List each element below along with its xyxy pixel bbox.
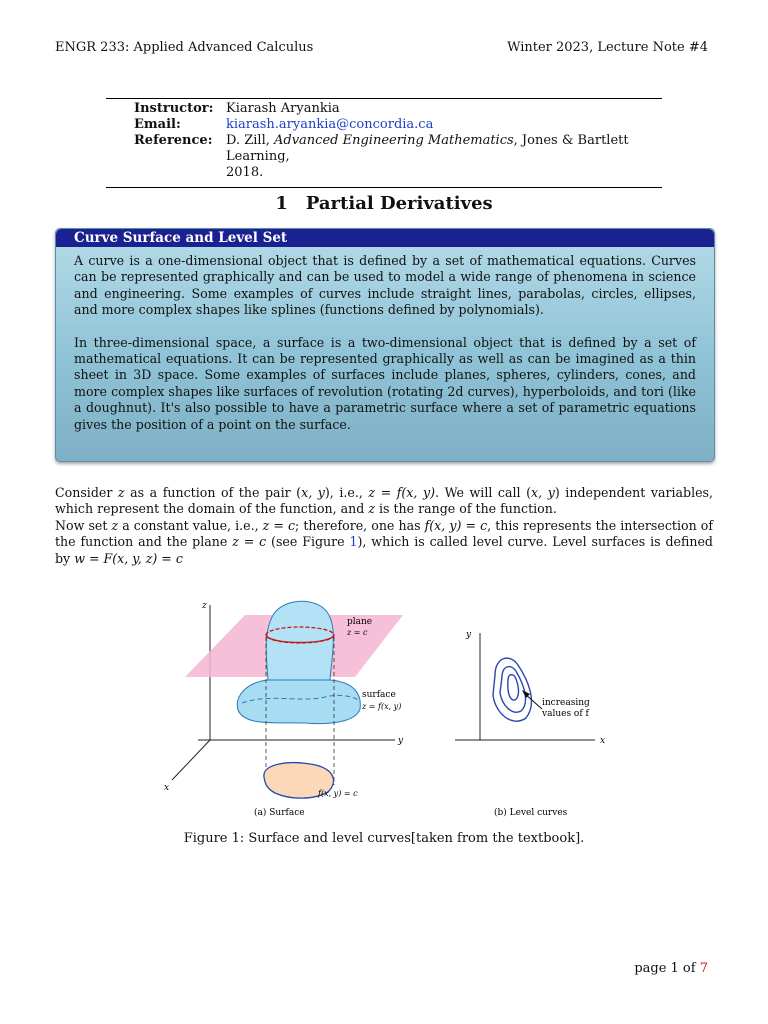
box-paragraph-curve: A curve is a one-dimensional object that is defined by a set of mathematical equations. Curves can be represented graphically and can be used to model a wide range of phenomena in science and engineering. Some examples of curves include straight lines, parabolas, circles, ellipses, and more complex shapes like splines (functions defined by polynomials). <box>74 253 696 318</box>
reference-year: 2018. <box>226 165 264 180</box>
footer-prefix: page 1 of <box>634 961 700 976</box>
section-number: 1 <box>275 193 288 214</box>
info-row-email <box>106 117 662 133</box>
info-row-instructor <box>106 101 662 117</box>
reference-author: D. Zill, <box>226 133 274 148</box>
box-body <box>56 247 714 433</box>
email-label: Email: <box>134 117 181 132</box>
body-paragraph-level: Now set z a constant value, i.e., z = c; therefore, one has f(x, y) = c, this represents the intersection of the function and the plane z = c (see Figure 1), which is called level curve. Level surfaces is defined by w = F(x, y, z) = c <box>55 518 713 566</box>
instructor-label: Instructor: <box>134 101 214 116</box>
figure-1 <box>150 585 630 825</box>
info-row-reference <box>106 133 662 181</box>
instructor-name: Kiarash Aryankia <box>226 101 340 116</box>
level-curve-middle <box>500 667 526 713</box>
right-y-label: y <box>466 630 472 640</box>
increasing-label-2: values of f <box>542 709 589 719</box>
section-title <box>0 193 768 214</box>
info-table <box>106 98 662 188</box>
subcaption-b: (b) Level curves <box>494 808 568 818</box>
level-curve-inner <box>508 675 519 700</box>
z-axis-label: z <box>202 601 207 611</box>
body-paragraph-domain: Consider z as a function of the pair (x, y), i.e., z = f(x, y). We will call (x, y) independent variables, which represent the domain of the function, and z is the range of the function. <box>55 485 714 517</box>
plane-label: plane <box>347 617 373 627</box>
figure-svg <box>150 585 630 825</box>
reference-text <box>226 133 662 181</box>
surface-equation: z = f(x, y) <box>362 702 402 711</box>
increasing-label: increasing <box>542 698 590 708</box>
y-axis-label: y <box>398 736 404 746</box>
right-x-label: x <box>600 736 606 746</box>
total-pages-link[interactable]: 7 <box>699 961 708 976</box>
x-axis-label: x <box>164 783 170 793</box>
box-title: Curve Surface and Level Set <box>56 229 714 247</box>
reference-label: Reference: <box>134 133 213 148</box>
figure-caption: Figure 1: Surface and level curves[taken from the textbook]. <box>183 831 585 846</box>
x-axis <box>172 740 210 780</box>
level-curve-equation: f(x, y) = c <box>318 789 358 798</box>
email-link[interactable]: kiarash.aryankia@concordia.ca <box>226 117 434 132</box>
plane-equation: z = c <box>347 628 368 637</box>
reference-publisher: , Jones & Bartlett Learning, <box>226 133 629 164</box>
subcaption-a: (a) Surface <box>254 808 305 818</box>
reference-book-title: Advanced Engineering Mathematics <box>274 133 514 148</box>
header-course: ENGR 233: Applied Advanced Calculus <box>55 40 314 55</box>
section-heading: Partial Derivatives <box>305 193 493 214</box>
page-footer <box>634 961 708 976</box>
box-paragraph-surface: In three-dimensional space, a surface is a two-dimensional object that is defined by a set of mathematical equations. It can be represented graphically as well as can be imagined as a thin sheet in 3D space. Some examples of surfaces include planes, spheres, cylinders, cones, and more complex shapes like surfaces of revolution (rotating 2d curves), hyperboloids, and tori (like a doughnut). It's also possible to have a parametric surface where a set of parametric equations gives the position of a point on the surface. <box>74 334 696 432</box>
header-term: Winter 2023, Lecture Note #4 <box>507 40 708 55</box>
surface-label: surface <box>362 690 396 700</box>
figure-ref-link[interactable]: 1 <box>349 534 358 550</box>
surface-lower <box>237 680 360 724</box>
definition-box <box>55 228 715 462</box>
